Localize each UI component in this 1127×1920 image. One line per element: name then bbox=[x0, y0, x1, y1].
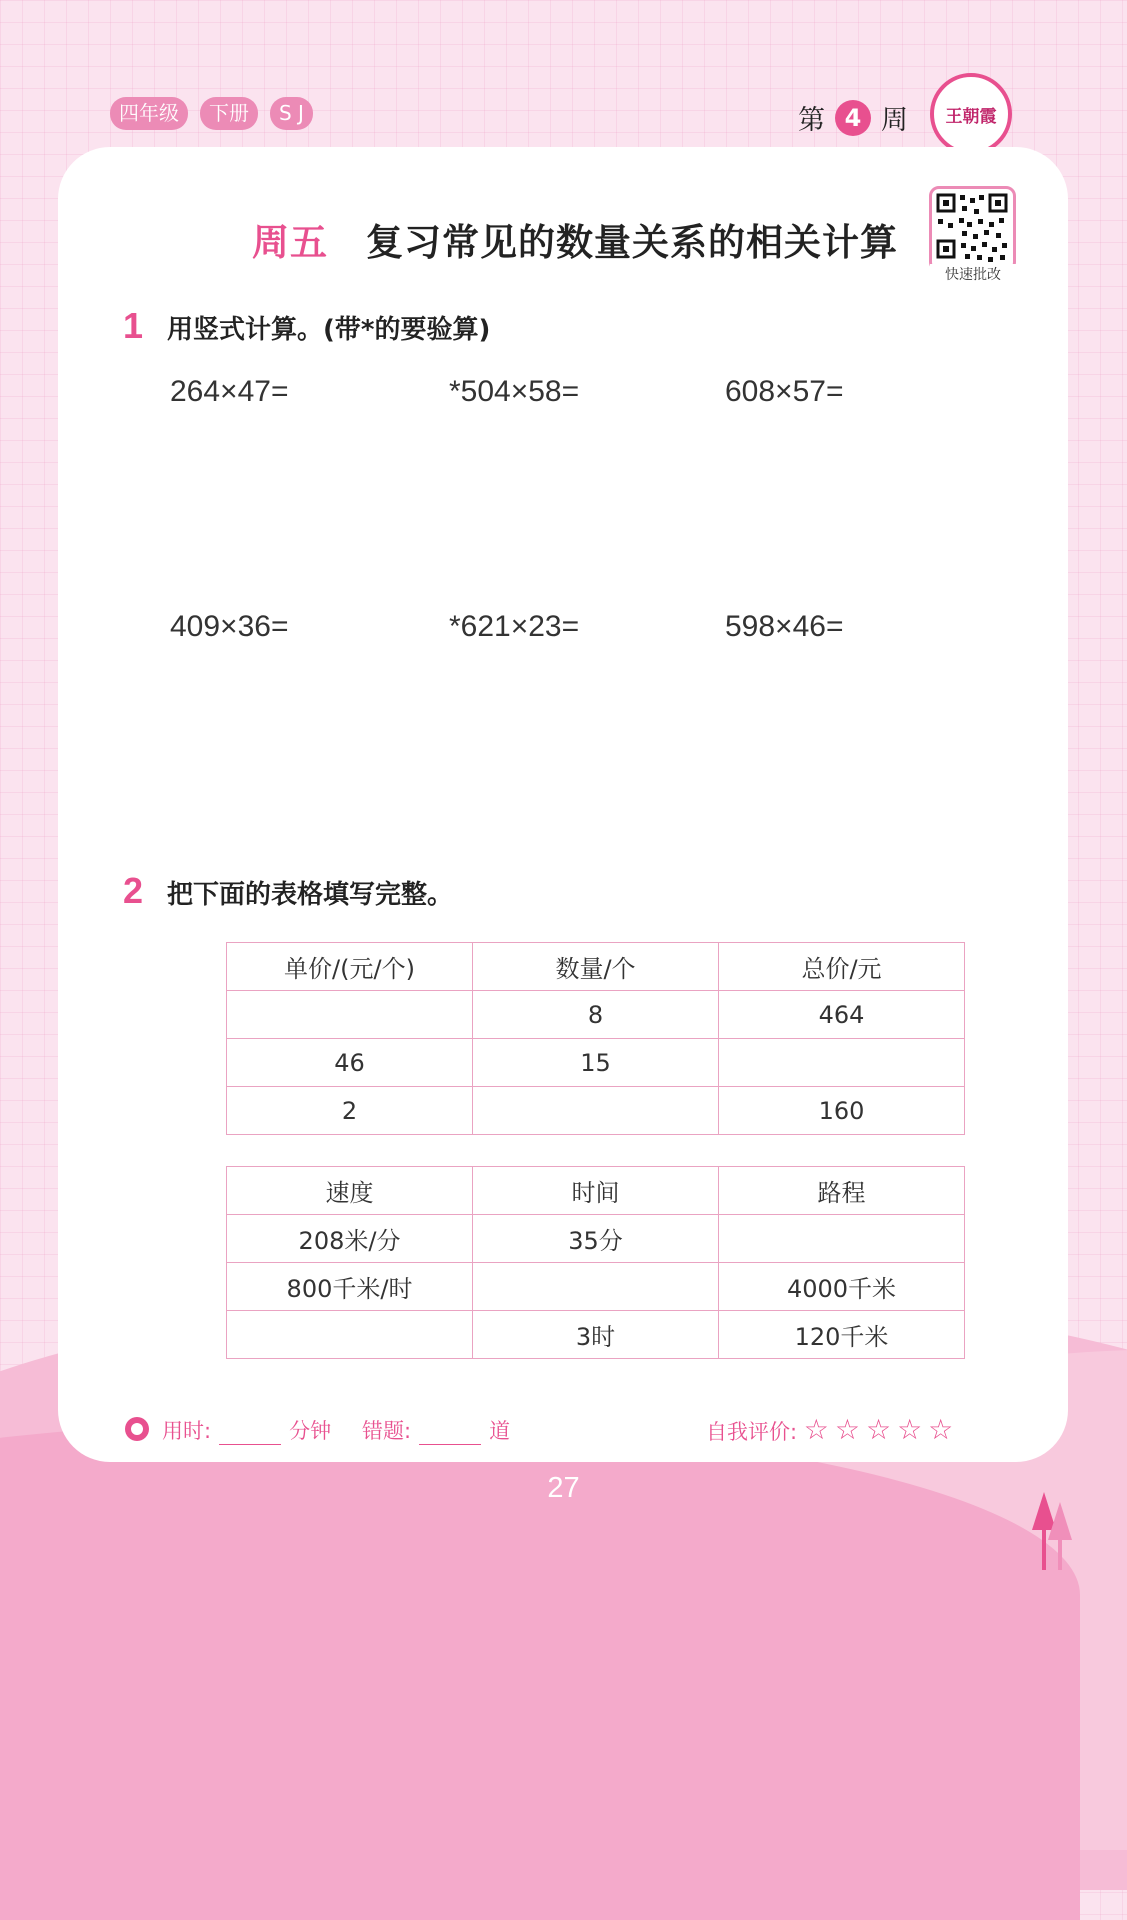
grade-tags bbox=[110, 97, 313, 130]
arrow-stem bbox=[1042, 1528, 1046, 1570]
page-title bbox=[252, 212, 898, 266]
error-count bbox=[362, 1415, 510, 1445]
calc-item: *504×58= bbox=[449, 375, 580, 408]
calc-item: 608×57= bbox=[725, 375, 844, 408]
table-header-cell: 总价/元 bbox=[719, 943, 965, 991]
brand-logo bbox=[930, 73, 1012, 155]
table-cell[interactable] bbox=[227, 1311, 473, 1359]
time-spent bbox=[162, 1415, 331, 1445]
table-header-cell: 速度 bbox=[227, 1167, 473, 1215]
table-cell: 46 bbox=[227, 1039, 473, 1087]
table-row bbox=[227, 1087, 965, 1135]
table-cell: 160 bbox=[719, 1087, 965, 1135]
errors-blank[interactable] bbox=[419, 1424, 481, 1445]
week-suffix: 周 bbox=[881, 105, 908, 136]
self-evaluation bbox=[706, 1413, 959, 1446]
table-cell: 464 bbox=[719, 991, 965, 1039]
table-header-row bbox=[227, 943, 965, 991]
table-row bbox=[227, 1311, 965, 1359]
page-number: 27 bbox=[547, 1472, 580, 1504]
table-cell: 120千米 bbox=[719, 1311, 965, 1359]
errors-label: 错题: bbox=[362, 1419, 412, 1443]
table-cell[interactable] bbox=[719, 1215, 965, 1263]
stopwatch-icon bbox=[125, 1417, 149, 1441]
question-2-number: 2 bbox=[123, 870, 144, 911]
table-header-cell: 路程 bbox=[719, 1167, 965, 1215]
self-eval-label: 自我评价: bbox=[706, 1420, 798, 1444]
time-label: 用时: bbox=[162, 1419, 212, 1443]
errors-unit: 道 bbox=[489, 1419, 511, 1443]
calc-item: 409×36= bbox=[170, 610, 289, 643]
table-cell[interactable] bbox=[473, 1087, 719, 1135]
arrow-up-icon bbox=[1048, 1502, 1072, 1540]
table-cell[interactable] bbox=[227, 991, 473, 1039]
table-cell: 35分 bbox=[473, 1215, 719, 1263]
table-cell: 208米/分 bbox=[227, 1215, 473, 1263]
question-2-text: 把下面的表格填写完整。 bbox=[167, 880, 454, 910]
week-indicator bbox=[798, 98, 908, 137]
table-row bbox=[227, 1215, 965, 1263]
qr-code-icon[interactable] bbox=[929, 186, 1016, 272]
table-cell: 800千米/时 bbox=[227, 1263, 473, 1311]
speed-time-distance-table bbox=[226, 1166, 965, 1359]
question-1-text: 用竖式计算。(带*的要验算) bbox=[167, 315, 491, 345]
arrow-stem bbox=[1058, 1538, 1062, 1570]
time-blank[interactable] bbox=[219, 1424, 281, 1445]
table-cell: 4000千米 bbox=[719, 1263, 965, 1311]
time-unit: 分钟 bbox=[289, 1419, 332, 1443]
table-cell[interactable] bbox=[719, 1039, 965, 1087]
table-header-cell: 数量/个 bbox=[473, 943, 719, 991]
table-cell: 3时 bbox=[473, 1311, 719, 1359]
table-row bbox=[227, 1039, 965, 1087]
table-header-cell: 单价/(元/个) bbox=[227, 943, 473, 991]
edition-tag: S J bbox=[270, 97, 313, 130]
price-quantity-table bbox=[226, 942, 965, 1135]
table-row bbox=[227, 991, 965, 1039]
calc-item: *621×23= bbox=[449, 610, 580, 643]
brand-logo-text: 王朝霞 bbox=[945, 106, 997, 127]
table-cell: 2 bbox=[227, 1087, 473, 1135]
grade-tag: 四年级 bbox=[110, 97, 188, 130]
rating-stars-icon[interactable]: ☆☆☆☆☆ bbox=[803, 1413, 960, 1446]
week-number: 4 bbox=[835, 100, 871, 136]
table-row bbox=[227, 1263, 965, 1311]
table-cell: 8 bbox=[473, 991, 719, 1039]
table-header-row bbox=[227, 1167, 965, 1215]
title-text: 复习常见的数量关系的相关计算 bbox=[366, 221, 898, 264]
title-day: 周五 bbox=[252, 221, 328, 264]
calc-item: 264×47= bbox=[170, 375, 289, 408]
question-1-number: 1 bbox=[123, 305, 144, 346]
table-cell: 15 bbox=[473, 1039, 719, 1087]
table-cell[interactable] bbox=[473, 1263, 719, 1311]
table-header-cell: 时间 bbox=[473, 1167, 719, 1215]
week-prefix: 第 bbox=[798, 105, 825, 136]
qr-caption: 快速批改 bbox=[930, 264, 1016, 284]
volume-tag: 下册 bbox=[200, 97, 258, 130]
calc-item: 598×46= bbox=[725, 610, 844, 643]
